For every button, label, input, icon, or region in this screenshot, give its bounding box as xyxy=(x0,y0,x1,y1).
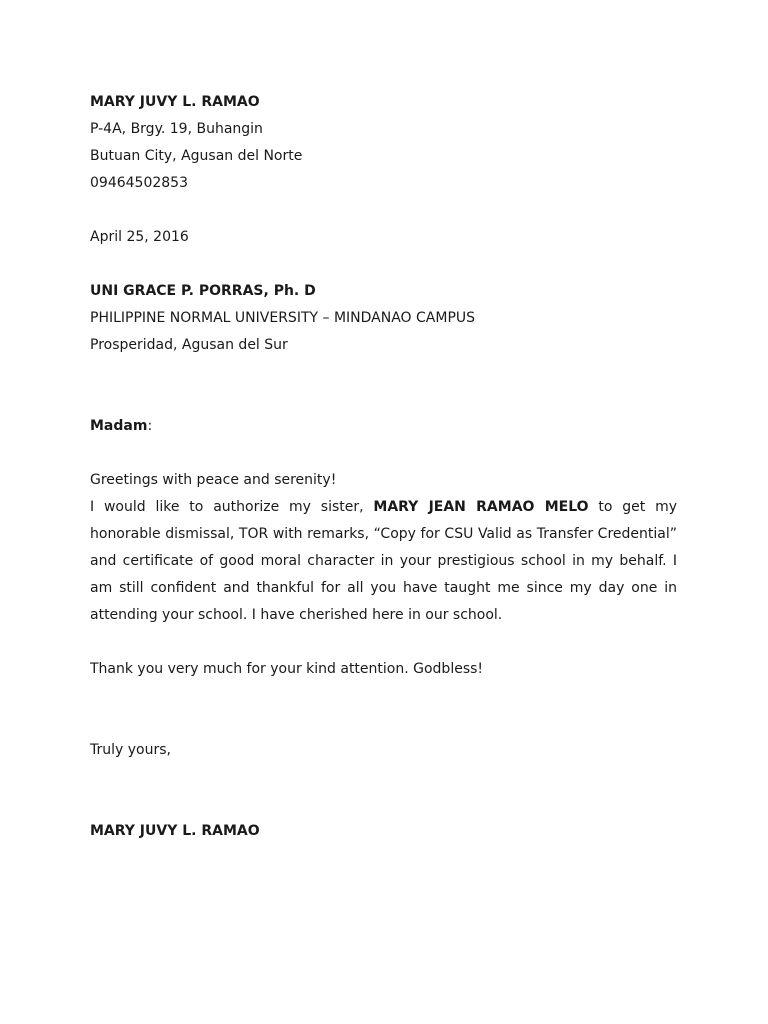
recipient-block xyxy=(90,278,677,359)
salutation xyxy=(90,413,677,440)
thanks-line: Thank you very much for your kind attention. Godbless! xyxy=(90,661,484,677)
closing: Truly yours, xyxy=(90,742,171,758)
recipient-institution: PHILIPPINE NORMAL UNIVERSITY – MINDANAO CAMPUS xyxy=(90,310,476,326)
body-text-after: to get my honorable dismissal, TOR with remarks, “Copy for CSU Valid as Transfer Credential” and certificate of good moral character in your prestigious school in my behalf. I am still confident and thankful for all you have taught me since my day one in attending your school. I have cherished here in our school. xyxy=(90,499,677,623)
sender-name: MARY JUVY L. RAMAO xyxy=(90,94,260,110)
recipient-name-line xyxy=(90,278,677,305)
recipient-location: Prosperidad, Agusan del Sur xyxy=(90,337,288,353)
authorized-person: MARY JEAN RAMAO MELO xyxy=(373,499,589,515)
letter-date: April 25, 2016 xyxy=(90,229,189,245)
body-text-before: I would like to authorize my sister, xyxy=(90,499,374,515)
sender-block xyxy=(90,89,677,197)
recipient-title: , Ph. D xyxy=(263,283,316,299)
salutation-punct: : xyxy=(147,418,153,434)
signature-name: MARY JUVY L. RAMAO xyxy=(90,823,260,839)
letter xyxy=(90,89,677,845)
sender-address-line1: P-4A, Brgy. 19, Buhangin xyxy=(90,121,263,137)
sender-address-line2: Butuan City, Agusan del Norte xyxy=(90,148,303,164)
sender-phone: 09464502853 xyxy=(90,175,188,191)
greeting: Greetings with peace and serenity! xyxy=(90,472,337,488)
recipient-name: UNI GRACE P. PORRAS xyxy=(90,283,264,299)
salutation-word: Madam xyxy=(90,418,148,434)
body-paragraph xyxy=(90,494,677,629)
